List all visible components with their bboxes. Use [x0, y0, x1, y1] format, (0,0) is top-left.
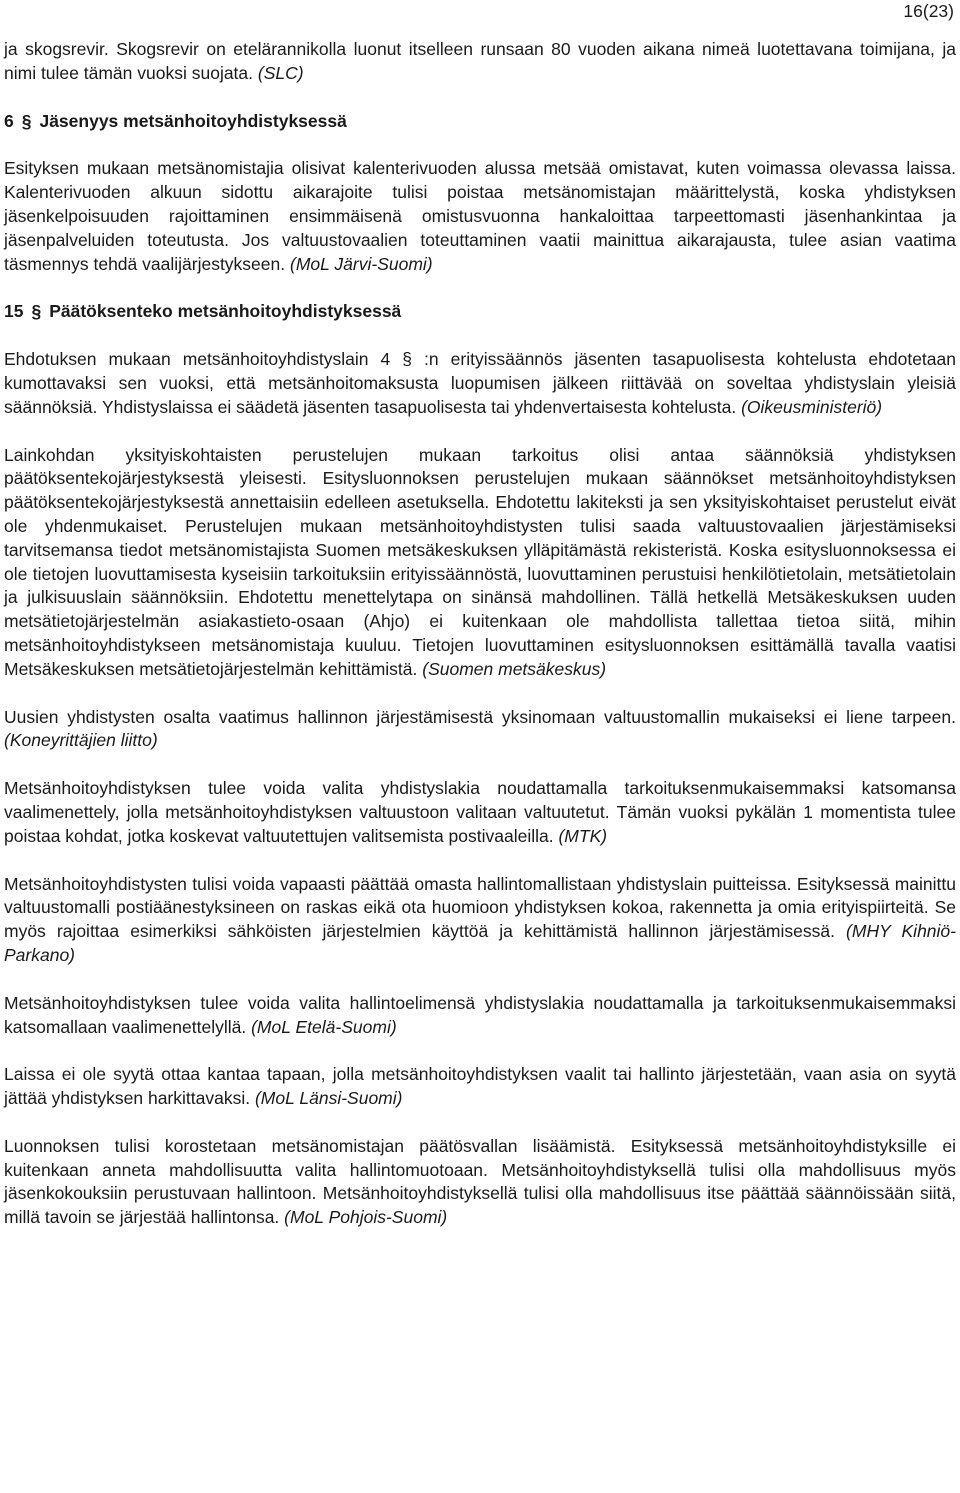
section-symbol: §	[31, 301, 42, 322]
source-citation: (MoL Pohjois-Suomi)	[284, 1207, 448, 1228]
source-citation: (MoL Järvi-Suomi)	[290, 253, 433, 274]
source-citation: (SLC)	[257, 62, 304, 83]
paragraph-text: Laissa ei ole syytä ottaa kantaa tapaan, jolla metsänhoitoyhdistyksen vaalit tai hallinto järjestetään, vaan asia on syytä jättää yhdistyksen harkittavaksi.	[4, 1064, 956, 1109]
source-citation: (Suomen metsäkeskus)	[422, 658, 607, 679]
paragraph-metsakeskus	[4, 444, 956, 682]
paragraph-mol-pohjois	[4, 1135, 956, 1230]
source-citation: (MoL Länsi-Suomi)	[254, 1088, 403, 1109]
section-heading-6	[4, 110, 956, 134]
paragraph-text: Esityksen mukaan metsänomistajia olisivat kalenterivuoden alussa metsää omistavat, kuten voimassa olevassa laissa. Kalenterivuoden alkuun sidottu aikarajoite tulisi poistaa metsänomistajan määrittelystä, koska yhdistyksen jäsenkelpoisuuden rajoittaminen ensimmäisenä omistusvuonna hankaloittaa tarpeettomasti jäsenhankintaa ja jäsenpalveluiden toteutusta. Jos valtuustovaalien toteuttaminen vaatii mainittua aikarajausta, tulee asian vaatima täsmennys tehdä vaalijärjestykseen.	[4, 158, 956, 274]
paragraph-koneyrittajat	[4, 706, 956, 754]
paragraph-continuation-slc	[4, 38, 956, 86]
paragraph-oikeusministerio	[4, 348, 956, 419]
paragraph-mol-lansi	[4, 1063, 956, 1111]
document-body	[4, 38, 956, 1230]
section-title: Jäsenyys metsänhoitoyhdistyksessä	[39, 110, 347, 131]
source-citation: (MoL Etelä-Suomi)	[251, 1016, 397, 1037]
paragraph-text: Uusien yhdistysten osalta vaatimus hallinnon järjestämisestä yksinomaan valtuustomallin mukaiseksi ei liene tarpeen.	[4, 706, 956, 727]
paragraph-text: ja skogsrevir. Skogsrevir on etelärannikolla luonut itselleen runsaan 80 vuoden aikana nimeä luotettavana toimijana, ja nimi tulee tämän vuoksi suojata.	[4, 39, 956, 83]
paragraph-jasenyys	[4, 157, 956, 276]
source-citation: (MTK)	[558, 825, 608, 846]
section-title: Päätöksenteko metsänhoitoyhdistyksessä	[49, 301, 402, 322]
paragraph-text: Lainkohdan yksityiskohtaisten perustelujen mukaan tarkoitus olisi antaa säännöksiä yhdistyksen päätöksentekojärjestyksestä yleisesti. Esitysluonnoksen perustelujen mukaan säännökset metsänhoitoyhdistyksen päätöksentekojärjestyksestä annettaisiin edelleen asetuksella. Ehdotettu lakiteksti ja sen yksityiskohtaiset perustelut eivät ole yhdenmukaiset. Perustelujen mukaan metsänhoitoyhdistysten tulisi saada valtuustovaalien järjestämiseksi tarvitsemansa tiedot metsänomistajista Suomen metsäkeskuksen ylläpitämästä rekisteristä. Koska esitysluonnoksessa ei ole tietojen luovuttamisesta kyseisiin tarkoituksiin erityissäännöstä, luovuttaminen perustuisi henkilötietolain, metsätietolain ja julkisuuslain säännöksiin. Ehdotettu menettelytapa on sinänsä mahdollinen. Tällä hetkellä Metsäkeskuksen uuden metsätietojärjestelmän asiakastieto-osaan (Ahjo) ei kuitenkaan ole mahdollista tallettaa tietoa siitä, mihin metsänhoitoyhdistykseen metsänomistaja kuuluu. Tietojen luovuttaminen esitysluonnoksen esittämällä tavalla vaatisi Metsäkeskuksen metsätietojärjestelmän kehittämistä.	[4, 444, 956, 679]
source-citation: (MHY Kihniö-Parkano)	[4, 921, 956, 965]
paragraph-text: Metsänhoitoyhdistyksen tulee voida valita hallintoelimensä yhdistyslakia noudattamalla ja tarkoituksenmukaisemmaksi katsomallaan vaalimenettelyllä.	[4, 992, 956, 1037]
paragraph-mol-etela	[4, 992, 956, 1040]
paragraph-mtk	[4, 777, 956, 848]
paragraph-text: Metsänhoitoyhdistysten tulisi voida vapaasti päättää omasta hallintomallistaan yhdistyslain puitteissa. Esityksessä mainittu valtuustomalli postiäänestyksineen on raskas eikä ota huomioon yhdistyksen kokoa, rakennetta ja omia erityispiirteitä. Se myös rajoittaa esimerkiksi sähköisten järjestelmien käyttöä ja kehittämistä hallinnon järjestämisessä.	[4, 873, 956, 942]
paragraph-text: Ehdotuksen mukaan metsänhoitoyhdistyslain 4 § :n erityissäännös jäsenten tasapuolisesta kohtelusta ehdotetaan kumottavaksi sen vuoksi, että metsänhoitomaksusta luopumisen jälkeen riittävää on soveltaa yhdistyslain yleisiä säännöksiä. Yhdistyslaissa ei säädetä jäsenten tasapuolisesta tai yhdenvertaisesta kohtelusta.	[4, 349, 956, 417]
section-number: 6	[4, 110, 14, 131]
section-heading-15	[4, 300, 956, 324]
page-number: 16(23)	[903, 1, 954, 21]
paragraph-mhy-kihnio	[4, 873, 956, 968]
source-citation: (Koneyrittäjien liitto)	[4, 730, 158, 751]
section-symbol: §	[21, 110, 32, 131]
paragraph-text: Metsänhoitoyhdistyksen tulee voida valita yhdistyslakia noudattamalla tarkoituksenmukaisemmaksi katsomansa vaalimenettely, jolla metsänhoitoyhdistyksen valtuustoon valitaan valtuutetut. Tämän vuoksi pykälän 1 momentista tulee poistaa kohdat, jotka koskevat valtuutettujen valitsemista postivaaleilla.	[4, 778, 956, 846]
source-citation: (Oikeusministeriö)	[741, 396, 883, 417]
section-number: 15	[4, 301, 24, 322]
paragraph-text: Luonnoksen tulisi korostetaan metsänomistajan päätösvallan lisäämistä. Esityksessä metsänhoitoyhdistyksille ei kuitenkaan anneta mahdollisuutta valita hallintomuotoaan. Metsänhoitoyhdistyksellä tulisi olla mahdollisuus myös jäsenkokouksiin perustuvaan hallintoon. Metsänhoitoyhdistyksellä tulisi olla mahdollisuus itse päättää säännöissään siitä, millä tavoin se järjestää hallintonsa.	[4, 1135, 956, 1228]
